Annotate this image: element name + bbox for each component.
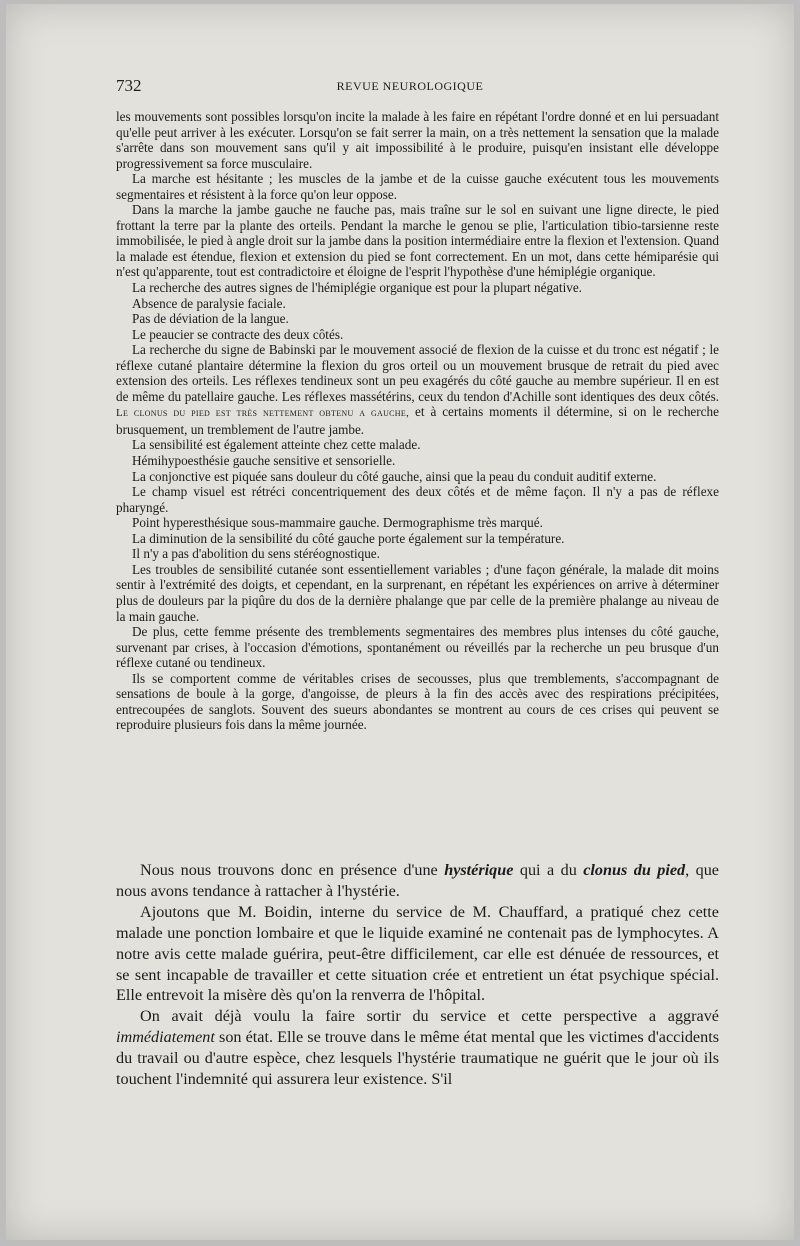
paragraph: Il n'y a pas d'abolition du sens stéréognostique. [132,546,380,562]
paragraph: Absence de paralysie faciale. [132,295,286,311]
emphasis: immédiatement [116,1028,215,1047]
text-run: son état. Elle se trouve dans le même état mental que les victimes d'accidents du travail ou d'autre espèce, chez lesquels l'hystérie traumatique ne guérit que le jour où ils touchent l'indemnité qui assurera leur existence. S'il [116,1028,719,1089]
paragraph [116,1006,719,1090]
commentary-text [116,860,719,1090]
paragraph: Ajoutons que M. Boidin, interne du service de M. Chauffard, a pratiqué chez cette malade une ponction lombaire et que le liquide examiné ne contenait pas de lymphocytes. A notre avis cette malade guérira, peut-être difficilement, car elle est dénuée de ressources, et se sent incapable de travailler et cette situation crée et entretient un état psychique spécial. Elle entrevoit la misère dès qu'on la renverra de l'hôpital. [116,902,719,1005]
scanned-page [6,4,794,1240]
emphasis: clonus du pied [583,861,686,879]
paragraph: Le champ visuel est rétréci concentriquement des deux côtés et de même façon. Il n'y a pas de réflexe pharyngé. [116,484,719,515]
paragraph: La recherche des autres signes de l'hémiplégie organique est pour la plupart négative. [132,280,582,296]
paragraph: Pas de déviation de la langue. [132,311,289,327]
page-header [116,76,704,98]
paragraph: les mouvements sont possibles lorsqu'on incite la malade à les faire en répétant l'ordre donné et en lui persuadant qu'elle peut arriver à les exécuter. Lorsqu'on se fait serrer la main, on a très nettement la sensation que la malade s'arrête dans son mouvement sans qu'il y ait impossibilité à le produire, puisqu'en insistant elle développe progressivement sa force musculaire. [116,109,719,171]
paragraph: La sensibilité est également atteinte chez cette malade. [132,437,421,453]
paragraph [116,342,719,437]
small-caps-run: Le clonus du pied est très nettement obtenu a gauche, [116,407,410,420]
emphasis: hystérique [444,861,514,879]
text-run: La recherche du signe de Babinski par le mouvement associé de flexion de la cuisse et du tronc est négatif ; le réflexe cutané plantaire détermine la flexion du gros orteil ou un mouvement brusque de retrait du pied avec extension des orteils. Les réflexes tendineux sont un peu exagérés du côté gauche au membre supérieur. Il en est de même du patellaire gauche. Les réflexes massétérins, ceux du tendon d'Achille sont identiques des deux côtés. [116,342,719,404]
running-head: REVUE NEUROLOGIQUE [336,79,484,93]
paragraph: Ils se comportent comme de véritables crises de secousses, plus que tremblements, s'accompagnant de sensations de boule à la gorge, d'angoisse, de pleurs à la fin des accès avec des respirations précipitées, entrecoupées de sanglots. Souvent des sueurs abondantes se montrent au cours de ces crises qui peuvent se reproduire plusieurs fois dans la même journée. [116,670,719,733]
text-run: Nous nous trouvons donc en présence d'une [140,861,445,879]
paragraph: La diminution de la sensibilité du côté gauche porte également sur la température. [132,530,565,546]
text-run: , que nous avons tendance à rattacher à l'hystérie. [116,861,719,900]
page-number: 732 [116,76,142,95]
paragraph [116,860,719,902]
paragraph: La marche est hésitante ; les muscles de la jambe et de la cuisse gauche exécutent tous les mouvements segmentaires et résistent à la force qu'on leur oppose. [116,171,719,202]
text-run: et à certains moments il détermine, si on le recherche brusquement, un tremblement de l'autre jambe. [116,404,719,437]
paragraph: La conjonctive est piquée sans douleur du côté gauche, ainsi que la peau du conduit auditif externe. [132,468,657,484]
text-run: qui a du [513,861,584,879]
paragraph: Le peaucier se contracte des deux côtés. [132,326,344,342]
clinical-observation-text [116,109,719,733]
paragraph: Point hyperesthésique sous-mammaire gauche. Dermographisme très marqué. [132,515,543,531]
paragraph: Dans la marche la jambe gauche ne fauche pas, mais traîne sur le sol en suivant une ligne directe, le pied frottant la terre par la plante des orteils. Pendant la marche le genou se plie, l'articulation tibio-tarsienne reste immobilisée, le pied à angle droit sur la jambe dans la position intermédiaire entre la flexion et l'extension. Quand la malade est étendue, flexion et extension du pied se font correctement. En un mot, dans cette hémiparésie qui n'est qu'apparente, tout est contradictoire et éloigne de l'esprit l'hypothèse d'une hémiplégie organique. [116,202,719,280]
paragraph: Hémihypoesthésie gauche sensitive et sensorielle. [132,453,396,469]
paragraph: De plus, cette femme présente des tremblements segmentaires des membres plus intenses du côté gauche, survenant par crises, à l'occasion d'émotions, spontanément ou réveillés par la recherche un peu brusque d'un réflexe cutané ou tendineux. [116,624,719,671]
text-run: On avait déjà voulu la faire sortir du service et cette perspective a aggravé [140,1007,719,1026]
paragraph: Les troubles de sensibilité cutanée sont essentiellement variables ; d'une façon générale, la malade dit moins sentir à l'extrémité des doigts, et cependant, en la surprenant, en répétant les expériences on arrive à déterminer plus de douleurs par la piqûre du dos de la dernière phalange que par celle de la première phalange au niveau de la main gauche. [116,561,719,624]
